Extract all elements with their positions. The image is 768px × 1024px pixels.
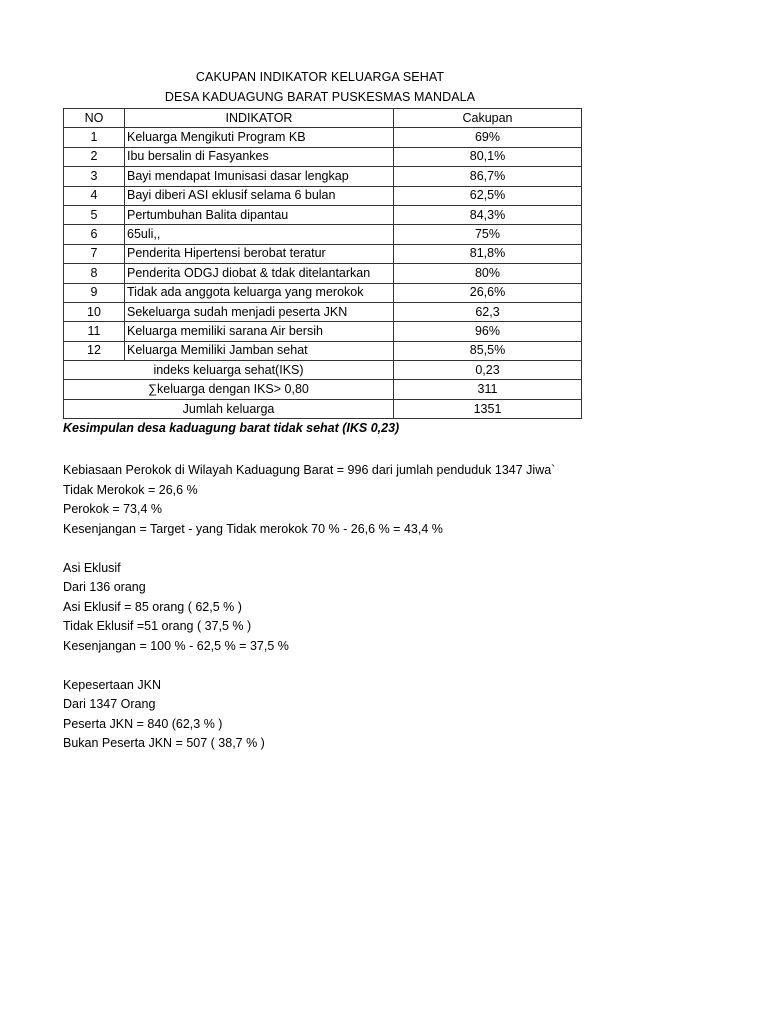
row-no: 7: [64, 244, 125, 263]
note-heading: Asi Eklusif: [63, 560, 121, 575]
table-row: [64, 341, 582, 360]
row-cakupan: 84,3%: [394, 205, 582, 224]
note-line: Tidak Eklusif =51 orang ( 37,5 % ): [63, 619, 252, 633]
row-indikator: Bayi mendapat Imunisasi dasar lengkap: [125, 167, 394, 186]
spacer: [63, 656, 663, 676]
note-line: Perokok = 73,4 %: [63, 502, 163, 516]
spacer: [63, 539, 663, 559]
row-no: 3: [64, 167, 125, 186]
row-no: 12: [64, 341, 125, 360]
row-cakupan: 96%: [394, 322, 582, 341]
row-indikator: Keluarga memiliki sarana Air bersih: [125, 322, 394, 341]
row-no: 9: [64, 283, 125, 302]
row-no: 6: [64, 225, 125, 244]
row-no: 11: [64, 322, 125, 341]
note-line: Peserta JKN = 840 (62,3 % ): [63, 716, 223, 731]
table-row: [64, 128, 582, 147]
row-cakupan: 85,5%: [394, 341, 582, 360]
row-cakupan: 69%: [394, 128, 582, 147]
table-row: [64, 225, 582, 244]
row-indikator: 65uli,,: [125, 225, 394, 244]
summary-label: Jumlah keluarga: [64, 399, 394, 418]
note-line: Kesenjangan = 100 % - 62,5 % = 37,5 %: [63, 638, 289, 653]
table-row: [64, 264, 582, 283]
table-row: [64, 167, 582, 186]
summary-value: 311: [394, 380, 582, 399]
row-cakupan: 62,5%: [394, 186, 582, 205]
header-no: NO: [64, 109, 125, 128]
note-line: Asi Eklusif = 85 orang ( 62,5 % ): [63, 599, 242, 614]
table-row: [64, 244, 582, 263]
note-line: Bukan Peserta JKN = 507 ( 38,7 % ): [63, 736, 265, 750]
row-indikator: Penderita ODGJ diobat & tdak ditelantarkan: [125, 264, 394, 283]
note-line: Dari 136 orang: [63, 580, 146, 594]
row-no: 4: [64, 186, 125, 205]
note-heading: Kepesertaan JKN: [63, 677, 161, 692]
row-cakupan: 80,1%: [394, 147, 582, 166]
row-no: 1: [64, 128, 125, 147]
row-cakupan: 62,3: [394, 302, 582, 321]
summary-row: [64, 361, 582, 380]
summary-label: indeks keluarga sehat(IKS): [64, 361, 394, 380]
header-indikator: INDIKATOR: [125, 109, 394, 128]
row-cakupan: 81,8%: [394, 244, 582, 263]
summary-value: 1351: [394, 399, 582, 418]
row-no: 8: [64, 264, 125, 283]
row-indikator: Pertumbuhan Balita dipantau: [125, 205, 394, 224]
notes-section: [63, 461, 663, 754]
row-indikator: Tidak ada anggota keluarga yang merokok: [125, 283, 394, 302]
conclusion-text: Kesimpulan desa kaduagung barat tidak sehat (IKS 0,23): [63, 421, 400, 435]
summary-value: 0,23: [394, 361, 582, 380]
note-line: Kebiasaan Perokok di Wilayah Kaduagung Barat = 996 dari jumlah penduduk 1347 Jiwa`: [63, 463, 556, 477]
table-row: [64, 186, 582, 205]
row-no: 10: [64, 302, 125, 321]
summary-row: [64, 399, 582, 418]
row-cakupan: 26,6%: [394, 283, 582, 302]
note-line: Dari 1347 Orang: [63, 697, 156, 711]
row-cakupan: 86,7%: [394, 167, 582, 186]
row-indikator: Bayi diberi ASI eklusif selama 6 bulan: [125, 186, 394, 205]
table-row: [64, 147, 582, 166]
document-title: CAKUPAN INDIKATOR KELUARGA SEHAT: [195, 70, 445, 84]
summary-row: [64, 380, 582, 399]
row-indikator: Keluarga Memiliki Jamban sehat: [125, 341, 394, 360]
table-row: [64, 283, 582, 302]
indicator-table: [63, 108, 582, 419]
row-indikator: Sekeluarga sudah menjadi peserta JKN: [125, 302, 394, 321]
document-subtitle: DESA KADUAGUNG BARAT PUSKESMAS MANDALA: [164, 90, 476, 104]
table-row: [64, 302, 582, 321]
header-cakupan: Cakupan: [394, 109, 582, 128]
row-no: 2: [64, 147, 125, 166]
note-line: Tidak Merokok = 26,6 %: [63, 482, 198, 497]
note-line: Kesenjangan = Target - yang Tidak merokok 70 % - 26,6 % = 43,4 %: [63, 521, 443, 536]
table-row: [64, 205, 582, 224]
row-indikator: Penderita Hipertensi berobat teratur: [125, 244, 394, 263]
table-header-row: [64, 109, 582, 128]
row-indikator: Ibu bersalin di Fasyankes: [125, 147, 394, 166]
row-indikator: Keluarga Mengikuti Program KB: [125, 128, 394, 147]
row-cakupan: 80%: [394, 264, 582, 283]
table-row: [64, 322, 582, 341]
row-cakupan: 75%: [394, 225, 582, 244]
row-no: 5: [64, 205, 125, 224]
summary-label: ∑keluarga dengan IKS> 0,80: [64, 380, 394, 399]
